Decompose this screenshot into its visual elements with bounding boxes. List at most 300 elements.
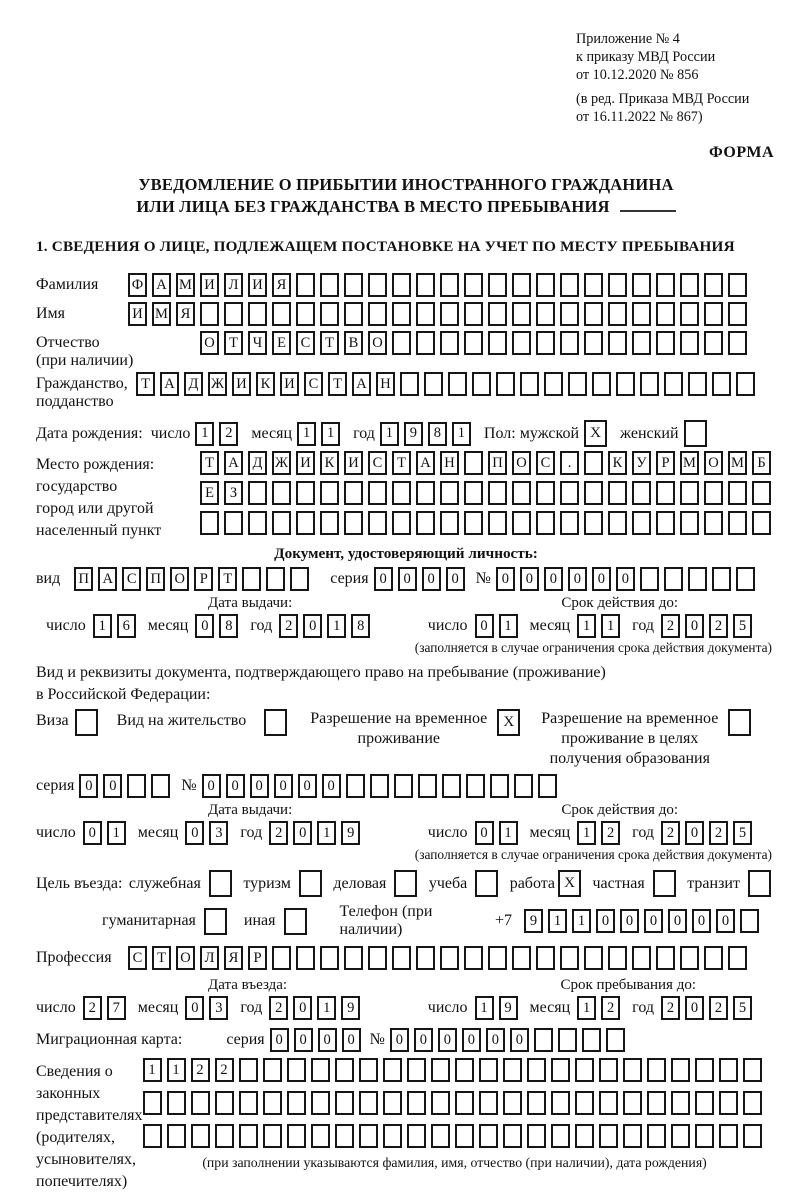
char-box[interactable] bbox=[416, 302, 435, 326]
char-box[interactable]: 6 bbox=[117, 614, 136, 638]
char-box[interactable] bbox=[712, 372, 731, 396]
char-box[interactable] bbox=[632, 302, 651, 326]
char-box[interactable] bbox=[263, 1124, 282, 1148]
char-box[interactable] bbox=[344, 946, 363, 970]
char-box[interactable] bbox=[296, 946, 315, 970]
char-box[interactable] bbox=[680, 331, 699, 355]
purpose-official-checkbox[interactable] bbox=[209, 870, 237, 897]
char-box[interactable] bbox=[407, 1124, 426, 1148]
char-box[interactable]: 1 bbox=[93, 614, 112, 638]
migration-number-input[interactable] bbox=[390, 1028, 630, 1052]
char-box[interactable] bbox=[536, 273, 555, 297]
char-box[interactable] bbox=[503, 1124, 522, 1148]
representatives-input-line-3[interactable] bbox=[143, 1124, 767, 1148]
char-box[interactable] bbox=[695, 1124, 714, 1148]
stay-day-input[interactable] bbox=[475, 996, 523, 1020]
char-box[interactable] bbox=[656, 481, 675, 505]
char-box[interactable] bbox=[536, 946, 555, 970]
char-box[interactable] bbox=[431, 1091, 450, 1115]
char-box[interactable]: 2 bbox=[661, 996, 680, 1020]
char-box[interactable]: 0 bbox=[294, 1028, 313, 1052]
permit-series-input[interactable] bbox=[79, 774, 175, 798]
purpose-private-checkbox[interactable] bbox=[653, 870, 681, 897]
char-box[interactable] bbox=[743, 1091, 762, 1115]
char-box[interactable]: 9 bbox=[341, 821, 360, 845]
char-box[interactable]: 7 bbox=[107, 996, 126, 1020]
char-box[interactable]: 2 bbox=[601, 996, 620, 1020]
citizenship-input[interactable] bbox=[136, 372, 760, 396]
representatives-input-line-1[interactable] bbox=[143, 1058, 767, 1082]
char-box[interactable]: Е bbox=[272, 331, 291, 355]
char-box[interactable] bbox=[464, 511, 483, 535]
char-box[interactable] bbox=[520, 372, 539, 396]
char-box[interactable]: 2 bbox=[83, 996, 102, 1020]
char-box[interactable] bbox=[684, 420, 707, 447]
char-box[interactable] bbox=[320, 946, 339, 970]
char-box[interactable] bbox=[536, 331, 555, 355]
char-box[interactable] bbox=[320, 481, 339, 505]
char-box[interactable]: К bbox=[256, 372, 275, 396]
char-box[interactable] bbox=[416, 273, 435, 297]
char-box[interactable]: Р bbox=[194, 567, 213, 591]
char-box[interactable]: О bbox=[368, 331, 387, 355]
char-box[interactable]: А bbox=[160, 372, 179, 396]
char-box[interactable] bbox=[599, 1058, 618, 1082]
char-box[interactable]: 0 bbox=[462, 1028, 481, 1052]
edu-permit-checkbox[interactable] bbox=[728, 709, 756, 736]
char-box[interactable]: 0 bbox=[422, 567, 441, 591]
char-box[interactable] bbox=[272, 511, 291, 535]
birth-month-input[interactable] bbox=[297, 422, 345, 446]
char-box[interactable] bbox=[712, 567, 731, 591]
char-box[interactable] bbox=[527, 1058, 546, 1082]
char-box[interactable] bbox=[431, 1124, 450, 1148]
char-box[interactable]: С bbox=[536, 451, 555, 475]
char-box[interactable] bbox=[272, 946, 291, 970]
char-box[interactable]: А bbox=[352, 372, 371, 396]
char-box[interactable]: Л bbox=[224, 273, 243, 297]
visa-checkbox[interactable] bbox=[75, 709, 103, 736]
char-box[interactable] bbox=[616, 372, 635, 396]
char-box[interactable]: Т bbox=[200, 451, 219, 475]
char-box[interactable]: М bbox=[176, 273, 195, 297]
char-box[interactable]: 5 bbox=[733, 614, 752, 638]
char-box[interactable] bbox=[512, 946, 531, 970]
char-box[interactable] bbox=[311, 1058, 330, 1082]
char-box[interactable] bbox=[400, 372, 419, 396]
permit-valid-month-input[interactable] bbox=[577, 821, 625, 845]
char-box[interactable]: 2 bbox=[709, 996, 728, 1020]
char-box[interactable]: 2 bbox=[215, 1058, 234, 1082]
char-box[interactable] bbox=[143, 1091, 162, 1115]
char-box[interactable]: 5 bbox=[733, 996, 752, 1020]
char-box[interactable]: Ж bbox=[272, 451, 291, 475]
char-box[interactable] bbox=[248, 481, 267, 505]
char-box[interactable] bbox=[606, 1028, 625, 1052]
char-box[interactable]: И bbox=[128, 302, 147, 326]
char-box[interactable] bbox=[440, 331, 459, 355]
char-box[interactable]: О bbox=[170, 567, 189, 591]
char-box[interactable] bbox=[383, 1058, 402, 1082]
char-box[interactable] bbox=[640, 567, 659, 591]
char-box[interactable] bbox=[647, 1124, 666, 1148]
char-box[interactable]: 0 bbox=[374, 567, 393, 591]
char-box[interactable] bbox=[584, 511, 603, 535]
temp-permit-checkbox[interactable] bbox=[497, 709, 525, 736]
char-box[interactable] bbox=[424, 372, 443, 396]
char-box[interactable]: 0 bbox=[83, 821, 102, 845]
char-box[interactable] bbox=[239, 1091, 258, 1115]
char-box[interactable]: 2 bbox=[601, 821, 620, 845]
char-box[interactable]: О bbox=[704, 451, 723, 475]
char-box[interactable] bbox=[209, 870, 232, 897]
char-box[interactable]: М bbox=[680, 451, 699, 475]
char-box[interactable]: 0 bbox=[414, 1028, 433, 1052]
char-box[interactable] bbox=[560, 331, 579, 355]
char-box[interactable] bbox=[656, 302, 675, 326]
char-box[interactable]: Р bbox=[248, 946, 267, 970]
char-box[interactable]: X bbox=[584, 420, 607, 447]
char-box[interactable]: 0 bbox=[692, 909, 711, 933]
char-box[interactable]: 8 bbox=[428, 422, 447, 446]
char-box[interactable] bbox=[263, 1058, 282, 1082]
char-box[interactable] bbox=[584, 302, 603, 326]
char-box[interactable]: П bbox=[146, 567, 165, 591]
char-box[interactable] bbox=[632, 273, 651, 297]
char-box[interactable] bbox=[287, 1058, 306, 1082]
char-box[interactable]: 0 bbox=[592, 567, 611, 591]
char-box[interactable]: Р bbox=[656, 451, 675, 475]
char-box[interactable] bbox=[407, 1058, 426, 1082]
char-box[interactable]: 0 bbox=[195, 614, 214, 638]
char-box[interactable] bbox=[647, 1091, 666, 1115]
char-box[interactable] bbox=[215, 1091, 234, 1115]
char-box[interactable] bbox=[335, 1091, 354, 1115]
char-box[interactable] bbox=[527, 1124, 546, 1148]
char-box[interactable] bbox=[568, 372, 587, 396]
char-box[interactable] bbox=[512, 302, 531, 326]
char-box[interactable] bbox=[151, 774, 170, 798]
char-box[interactable]: Е bbox=[200, 481, 219, 505]
char-box[interactable] bbox=[575, 1124, 594, 1148]
char-box[interactable] bbox=[664, 567, 683, 591]
char-box[interactable]: А bbox=[152, 273, 171, 297]
char-box[interactable] bbox=[632, 331, 651, 355]
char-box[interactable] bbox=[392, 511, 411, 535]
char-box[interactable]: Т bbox=[152, 946, 171, 970]
char-box[interactable] bbox=[680, 481, 699, 505]
char-box[interactable] bbox=[479, 1091, 498, 1115]
char-box[interactable] bbox=[224, 302, 243, 326]
char-box[interactable] bbox=[200, 302, 219, 326]
doc-issue-day-input[interactable] bbox=[93, 614, 141, 638]
char-box[interactable]: X bbox=[558, 870, 581, 897]
char-box[interactable] bbox=[472, 372, 491, 396]
stay-year-input[interactable] bbox=[661, 996, 757, 1020]
purpose-transit-checkbox[interactable] bbox=[748, 870, 776, 897]
birth-day-input[interactable] bbox=[195, 422, 243, 446]
char-box[interactable]: Н bbox=[440, 451, 459, 475]
char-box[interactable] bbox=[215, 1124, 234, 1148]
char-box[interactable]: 3 bbox=[209, 821, 228, 845]
char-box[interactable] bbox=[560, 273, 579, 297]
char-box[interactable] bbox=[296, 273, 315, 297]
char-box[interactable] bbox=[688, 372, 707, 396]
char-box[interactable] bbox=[752, 481, 771, 505]
purpose-other-checkbox[interactable] bbox=[284, 908, 312, 935]
char-box[interactable] bbox=[623, 1058, 642, 1082]
char-box[interactable] bbox=[442, 774, 461, 798]
char-box[interactable] bbox=[748, 870, 771, 897]
purpose-business-checkbox[interactable] bbox=[394, 870, 422, 897]
char-box[interactable] bbox=[599, 1124, 618, 1148]
char-box[interactable] bbox=[264, 709, 287, 736]
char-box[interactable]: 0 bbox=[486, 1028, 505, 1052]
entry-year-input[interactable] bbox=[269, 996, 365, 1020]
char-box[interactable]: А bbox=[416, 451, 435, 475]
birthplace-input-line-3[interactable] bbox=[200, 511, 776, 535]
profession-input[interactable] bbox=[128, 946, 752, 970]
char-box[interactable] bbox=[656, 273, 675, 297]
char-box[interactable] bbox=[368, 511, 387, 535]
char-box[interactable] bbox=[743, 1124, 762, 1148]
char-box[interactable]: И bbox=[344, 451, 363, 475]
char-box[interactable]: И bbox=[232, 372, 251, 396]
char-box[interactable] bbox=[512, 481, 531, 505]
char-box[interactable] bbox=[488, 331, 507, 355]
char-box[interactable]: 1 bbox=[327, 614, 346, 638]
char-box[interactable] bbox=[490, 774, 509, 798]
char-box[interactable]: 2 bbox=[279, 614, 298, 638]
char-box[interactable]: М bbox=[152, 302, 171, 326]
char-box[interactable] bbox=[719, 1091, 738, 1115]
char-box[interactable] bbox=[623, 1124, 642, 1148]
char-box[interactable]: Т bbox=[392, 451, 411, 475]
birthplace-input-line-2[interactable] bbox=[200, 481, 776, 505]
char-box[interactable]: 2 bbox=[661, 614, 680, 638]
char-box[interactable] bbox=[560, 302, 579, 326]
char-box[interactable] bbox=[431, 1058, 450, 1082]
char-box[interactable] bbox=[632, 946, 651, 970]
char-box[interactable]: 8 bbox=[219, 614, 238, 638]
char-box[interactable] bbox=[370, 774, 389, 798]
char-box[interactable] bbox=[416, 481, 435, 505]
char-box[interactable] bbox=[296, 511, 315, 535]
char-box[interactable] bbox=[656, 331, 675, 355]
phone-input[interactable] bbox=[524, 909, 764, 933]
char-box[interactable]: С bbox=[296, 331, 315, 355]
char-box[interactable] bbox=[575, 1058, 594, 1082]
char-box[interactable] bbox=[224, 511, 243, 535]
char-box[interactable]: 9 bbox=[524, 909, 543, 933]
char-box[interactable]: 2 bbox=[661, 821, 680, 845]
purpose-tourism-checkbox[interactable] bbox=[299, 870, 327, 897]
char-box[interactable] bbox=[75, 709, 98, 736]
char-box[interactable] bbox=[527, 1091, 546, 1115]
char-box[interactable]: 3 bbox=[209, 996, 228, 1020]
char-box[interactable]: С bbox=[122, 567, 141, 591]
char-box[interactable] bbox=[688, 567, 707, 591]
char-box[interactable] bbox=[344, 481, 363, 505]
char-box[interactable] bbox=[344, 273, 363, 297]
char-box[interactable]: 5 bbox=[733, 821, 752, 845]
char-box[interactable]: 1 bbox=[452, 422, 471, 446]
char-box[interactable]: 2 bbox=[191, 1058, 210, 1082]
purpose-study-checkbox[interactable] bbox=[475, 870, 503, 897]
char-box[interactable] bbox=[455, 1124, 474, 1148]
char-box[interactable]: С bbox=[368, 451, 387, 475]
char-box[interactable]: 1 bbox=[167, 1058, 186, 1082]
char-box[interactable] bbox=[167, 1124, 186, 1148]
char-box[interactable] bbox=[512, 273, 531, 297]
char-box[interactable] bbox=[284, 908, 307, 935]
char-box[interactable]: 1 bbox=[317, 821, 336, 845]
doc-series-input[interactable] bbox=[374, 567, 470, 591]
char-box[interactable]: 0 bbox=[620, 909, 639, 933]
char-box[interactable] bbox=[455, 1058, 474, 1082]
char-box[interactable]: Т bbox=[218, 567, 237, 591]
char-box[interactable]: И bbox=[280, 372, 299, 396]
char-box[interactable]: 0 bbox=[596, 909, 615, 933]
char-box[interactable] bbox=[584, 331, 603, 355]
doc-issue-year-input[interactable] bbox=[279, 614, 375, 638]
char-box[interactable] bbox=[536, 481, 555, 505]
char-box[interactable] bbox=[736, 372, 755, 396]
char-box[interactable]: 1 bbox=[548, 909, 567, 933]
char-box[interactable] bbox=[392, 331, 411, 355]
char-box[interactable]: Т bbox=[320, 331, 339, 355]
char-box[interactable]: И bbox=[248, 273, 267, 297]
char-box[interactable]: 0 bbox=[303, 614, 322, 638]
purpose-humanitarian-checkbox[interactable] bbox=[204, 908, 232, 935]
char-box[interactable]: 0 bbox=[544, 567, 563, 591]
char-box[interactable] bbox=[599, 1091, 618, 1115]
char-box[interactable]: 1 bbox=[577, 996, 596, 1020]
char-box[interactable] bbox=[608, 946, 627, 970]
char-box[interactable] bbox=[728, 511, 747, 535]
char-box[interactable] bbox=[544, 372, 563, 396]
char-box[interactable]: В bbox=[344, 331, 363, 355]
char-box[interactable] bbox=[488, 481, 507, 505]
char-box[interactable]: 0 bbox=[446, 567, 465, 591]
char-box[interactable]: X bbox=[497, 709, 520, 736]
char-box[interactable] bbox=[534, 1028, 553, 1052]
char-box[interactable] bbox=[538, 774, 557, 798]
char-box[interactable]: 1 bbox=[107, 821, 126, 845]
char-box[interactable] bbox=[200, 511, 219, 535]
char-box[interactable]: Б bbox=[752, 451, 771, 475]
char-box[interactable]: Ч bbox=[248, 331, 267, 355]
char-box[interactable] bbox=[736, 567, 755, 591]
char-box[interactable] bbox=[242, 567, 261, 591]
char-box[interactable] bbox=[496, 372, 515, 396]
char-box[interactable]: Я bbox=[176, 302, 195, 326]
char-box[interactable] bbox=[239, 1058, 258, 1082]
permit-issue-month-input[interactable] bbox=[185, 821, 233, 845]
char-box[interactable] bbox=[488, 946, 507, 970]
birthplace-input-line-1[interactable] bbox=[200, 451, 776, 475]
char-box[interactable] bbox=[560, 481, 579, 505]
birth-year-input[interactable] bbox=[380, 422, 476, 446]
char-box[interactable] bbox=[440, 946, 459, 970]
char-box[interactable]: У bbox=[632, 451, 651, 475]
char-box[interactable]: 2 bbox=[709, 614, 728, 638]
purpose-work-checkbox[interactable] bbox=[558, 870, 586, 897]
char-box[interactable] bbox=[695, 1058, 714, 1082]
char-box[interactable] bbox=[488, 273, 507, 297]
char-box[interactable] bbox=[475, 870, 498, 897]
char-box[interactable] bbox=[632, 481, 651, 505]
char-box[interactable] bbox=[455, 1091, 474, 1115]
entry-day-input[interactable] bbox=[83, 996, 131, 1020]
char-box[interactable] bbox=[335, 1058, 354, 1082]
char-box[interactable]: З bbox=[224, 481, 243, 505]
char-box[interactable] bbox=[728, 946, 747, 970]
char-box[interactable] bbox=[479, 1124, 498, 1148]
char-box[interactable]: 0 bbox=[668, 909, 687, 933]
char-box[interactable] bbox=[359, 1124, 378, 1148]
char-box[interactable] bbox=[383, 1124, 402, 1148]
char-box[interactable]: 2 bbox=[269, 996, 288, 1020]
char-box[interactable]: 1 bbox=[499, 821, 518, 845]
char-box[interactable]: А bbox=[224, 451, 243, 475]
char-box[interactable]: А bbox=[98, 567, 117, 591]
permit-valid-day-input[interactable] bbox=[475, 821, 523, 845]
char-box[interactable]: 0 bbox=[685, 996, 704, 1020]
char-box[interactable] bbox=[608, 481, 627, 505]
char-box[interactable]: И bbox=[296, 451, 315, 475]
char-box[interactable] bbox=[464, 481, 483, 505]
char-box[interactable] bbox=[671, 1058, 690, 1082]
char-box[interactable] bbox=[392, 481, 411, 505]
char-box[interactable] bbox=[466, 774, 485, 798]
char-box[interactable] bbox=[290, 567, 309, 591]
char-box[interactable] bbox=[623, 1091, 642, 1115]
char-box[interactable] bbox=[584, 481, 603, 505]
char-box[interactable] bbox=[632, 511, 651, 535]
char-box[interactable]: 2 bbox=[269, 821, 288, 845]
char-box[interactable]: 1 bbox=[601, 614, 620, 638]
char-box[interactable]: 0 bbox=[398, 567, 417, 591]
char-box[interactable] bbox=[320, 302, 339, 326]
char-box[interactable]: Ф bbox=[128, 273, 147, 297]
char-box[interactable] bbox=[704, 331, 723, 355]
char-box[interactable] bbox=[394, 870, 417, 897]
char-box[interactable] bbox=[464, 946, 483, 970]
char-box[interactable] bbox=[248, 511, 267, 535]
sex-female-checkbox[interactable] bbox=[684, 420, 712, 447]
char-box[interactable] bbox=[536, 511, 555, 535]
stay-month-input[interactable] bbox=[577, 996, 625, 1020]
char-box[interactable]: 1 bbox=[195, 422, 214, 446]
residence-permit-checkbox[interactable] bbox=[264, 709, 292, 736]
char-box[interactable] bbox=[368, 946, 387, 970]
char-box[interactable]: 0 bbox=[342, 1028, 361, 1052]
char-box[interactable] bbox=[575, 1091, 594, 1115]
char-box[interactable] bbox=[503, 1058, 522, 1082]
char-box[interactable] bbox=[263, 1091, 282, 1115]
char-box[interactable] bbox=[320, 511, 339, 535]
char-box[interactable]: 1 bbox=[143, 1058, 162, 1082]
char-box[interactable]: 0 bbox=[185, 821, 204, 845]
permit-number-input[interactable] bbox=[202, 774, 562, 798]
char-box[interactable] bbox=[311, 1091, 330, 1115]
char-box[interactable] bbox=[640, 372, 659, 396]
char-box[interactable]: 1 bbox=[577, 821, 596, 845]
char-box[interactable] bbox=[299, 870, 322, 897]
char-box[interactable] bbox=[416, 511, 435, 535]
char-box[interactable]: 0 bbox=[716, 909, 735, 933]
